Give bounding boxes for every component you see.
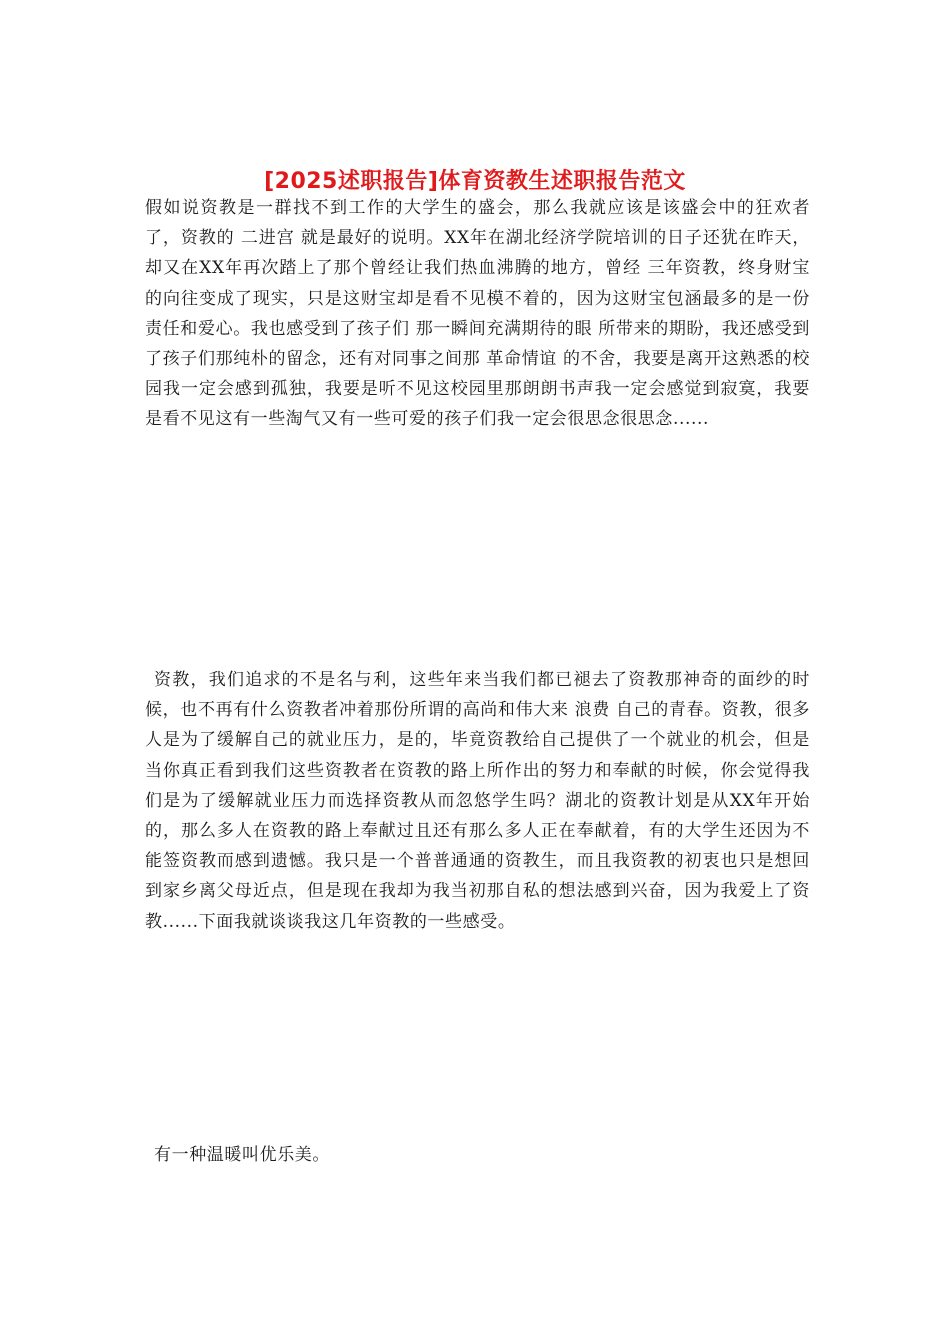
paragraph-intro: 假如说资教是一群找不到工作的大学生的盛会，那么我就应该是该盛会中的狂欢者了，资教的 二进宫 就是最好的说明。XX年在湖北经济学院培训的日子还犹在昨天，却又在XX年再次踏上了那个曾经让我们热血沸腾的地方，曾经 三年资教，终身财宝 的向往变成了现实，只是这财宝却是看不见模不着的，因为这财宝包涵最多的是一份责任和爱心。我也感受到了孩子们 那一瞬间充满期待的眼 所带来的期盼，我还感受到了孩子们那纯朴的留念，还有对同事之间那 革命情谊 的不舍，我要是离开这熟悉的校园我一定会感到孤独，我要是听不见这校园里那朗朗书声我一定会感觉到寂寞，我要是看不见这有一些淘气又有一些可爱的孩子们我一定会很思念很思念...... bbox=[145, 198, 810, 430]
document-title: [2025述职报告]体育资教生述职报告范文 bbox=[264, 168, 686, 194]
paragraph-body: 资教，我们追求的不是名与利，这些年来当我们都已褪去了资教那神奇的面纱的时候，也不再有什么资教者冲着那份所谓的高尚和伟大来 浪费 自己的青春。资教，很多人是为了缓解自己的就业压力，是的，毕竟资教给自己提供了一个就业的机会，但是当你真正看到我们这些资教者在资教的路上所作出的努力和奉献的时候，你会觉得我们是为了缓解就业压力而选择资教从而忽悠学生吗？湖北的资教计划是从XX年开始的，那么多人在资教的路上奉献过且还有那么多人正在奉献着，有的大学生还因为不能签资教而感到遗憾。我只是一个普普通通的资教生，而且我资教的初衷也只是想回到家乡离父母近点，但是现在我却为我当初那自私的想法感到兴奋，因为我爱上了资教......下面我就谈谈我这几年资教的一些感受。 bbox=[145, 670, 810, 932]
paragraph-section-heading: 有一种温暖叫优乐美。 bbox=[154, 1145, 330, 1165]
